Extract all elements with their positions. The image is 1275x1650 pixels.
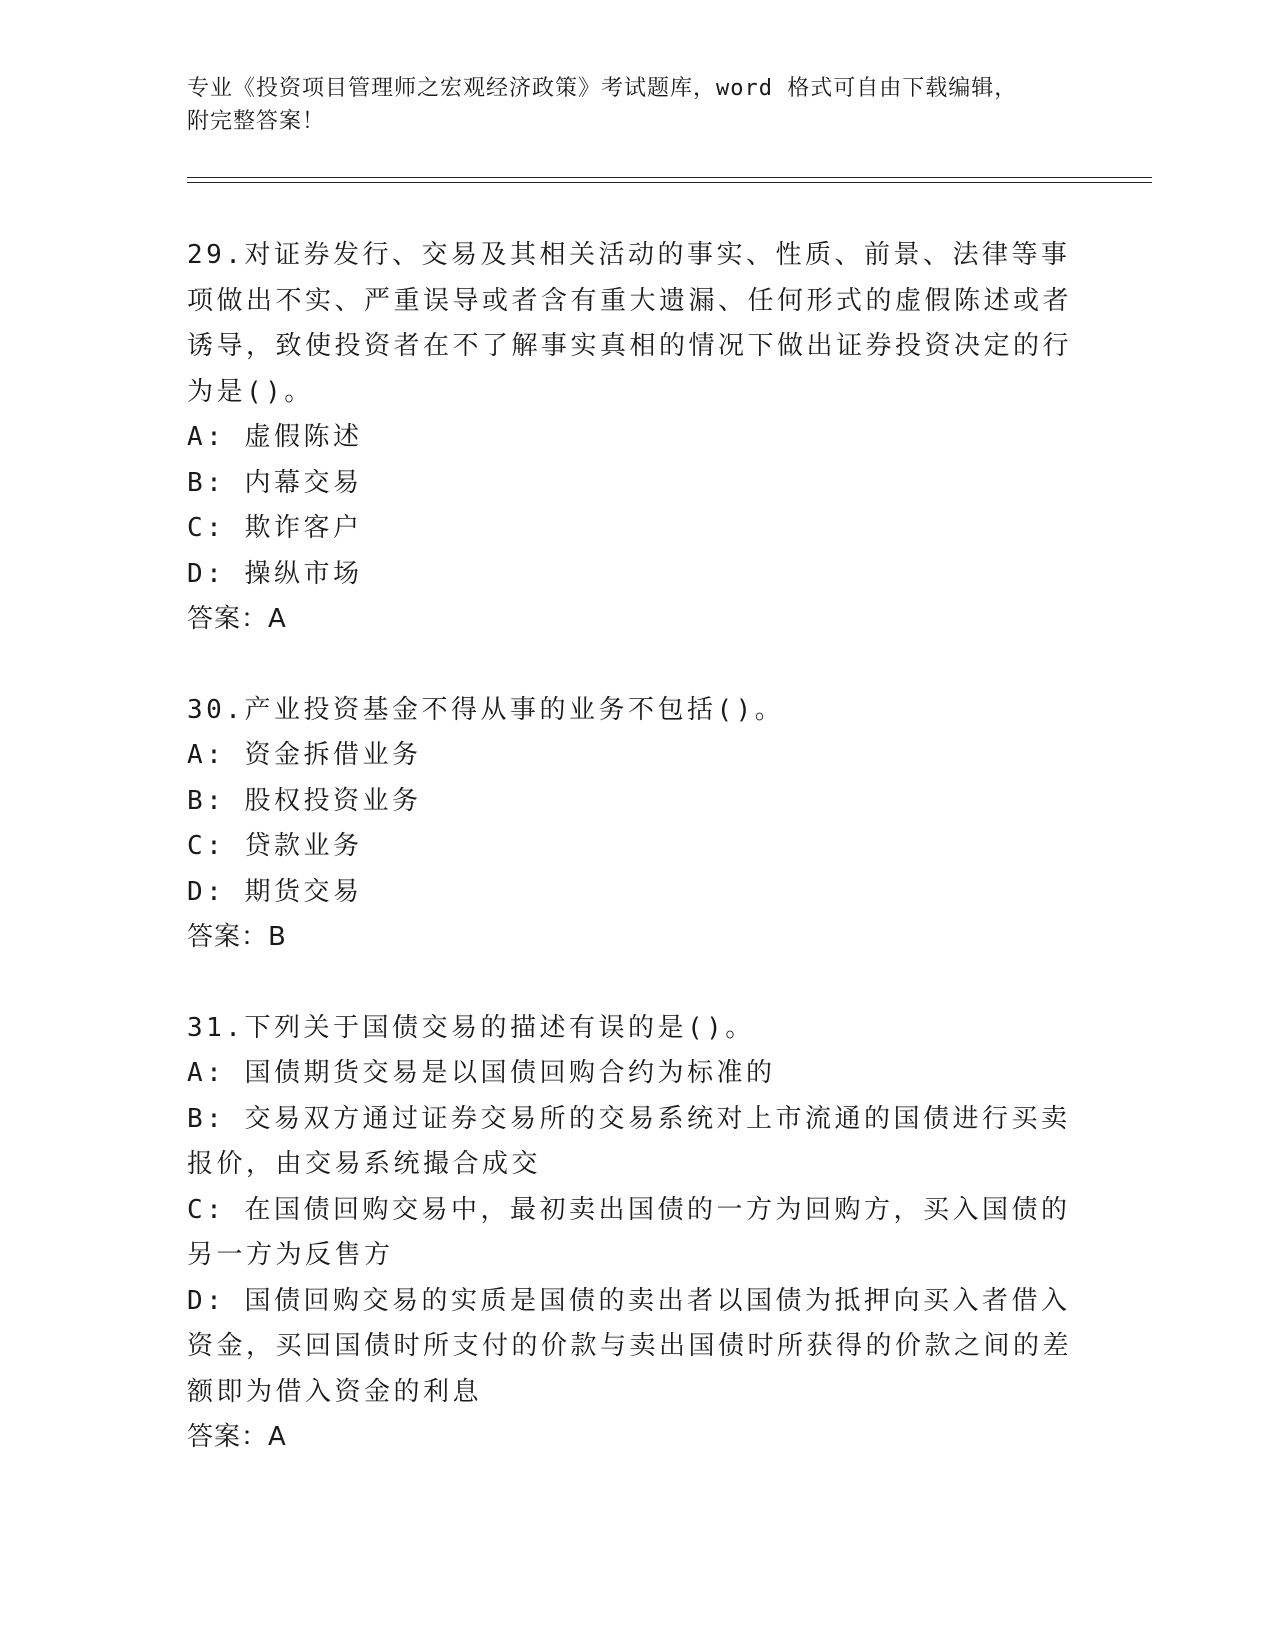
option-b: B: 内幕交易 <box>187 467 363 498</box>
question-30 <box>187 688 1087 961</box>
question-list <box>187 233 1087 1506</box>
document-header <box>187 72 1067 138</box>
option-a: A: 虚假陈述 <box>187 422 363 452</box>
option-c: C: 欺诈客户 <box>187 513 363 543</box>
question-stem: 30.产业投资基金不得从事的业务不包括()。 <box>187 694 785 725</box>
question-stem: 31.下列关于国债交易的描述有误的是()。 <box>187 1012 755 1043</box>
question-31 <box>187 1006 1087 1461</box>
answer-line: 答案：A <box>187 1422 287 1452</box>
question-stem: 29.对证券发行、交易及其相关活动的事实、性质、前景、法律等事项做出不实、严重误导或者含有重大遗漏、任何形式的虚假陈述或者诱导，致使投资者在不了解事实真相的情况下做出证券投资决定的行为是()。 <box>187 240 1073 407</box>
option-a: A: 资金拆借业务 <box>187 740 422 770</box>
answer-line: 答案：B <box>187 922 287 952</box>
option-d: D: 操纵市场 <box>187 558 363 589</box>
question-29 <box>187 233 1087 643</box>
answer-line: 答案：A <box>187 604 287 634</box>
header-line-2: 附完整答案！ <box>187 109 326 134</box>
header-divider-top <box>187 177 1152 178</box>
option-c: C: 在国债回购交易中，最初卖出国债的一方为回购方，买入国债的另一方为反售方 <box>187 1194 1071 1270</box>
option-d: D: 国债回购交易的实质是国债的卖出者以国债为抵押向买入者借入资金，买回国债时所支付的价款与卖出国债时所获得的价款之间的差额即为借入资金的利息 <box>187 1285 1073 1407</box>
header-line-1: 专业《投资项目管理师之宏观经济政策》考试题库，word 格式可自由下载编辑， <box>187 76 1018 101</box>
option-a: A: 国债期货交易是以国债回购合约为标准的 <box>187 1058 776 1088</box>
option-b: B: 交易双方通过证券交易所的交易系统对上市流通的国债进行买卖报价，由交易系统撮合成交 <box>187 1103 1071 1179</box>
header-divider-bottom <box>187 182 1152 183</box>
option-c: C: 贷款业务 <box>187 831 363 861</box>
option-d: D: 期货交易 <box>187 876 363 907</box>
option-b: B: 股权投资业务 <box>187 785 422 816</box>
